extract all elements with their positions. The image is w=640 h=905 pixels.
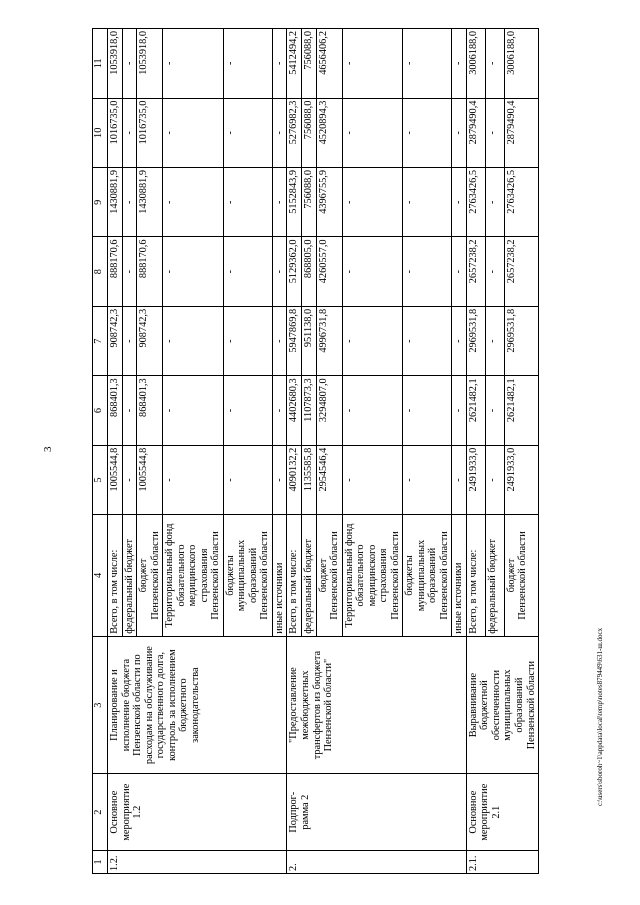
value-cell: 2621482,1: [504, 376, 538, 445]
value-cell: -: [485, 29, 504, 99]
value-cell: -: [163, 98, 224, 167]
value-cell: 5129362,0: [287, 237, 302, 306]
text-line: Пензенской области: [389, 531, 401, 620]
col-header: 6: [93, 376, 108, 445]
text-line: рамма 2: [299, 794, 311, 830]
funding-source: федеральный бюджет: [485, 515, 504, 637]
value-cell: 1107873,3: [301, 376, 316, 445]
value-cell: -: [403, 376, 452, 445]
row-title: [466, 636, 538, 774]
text-line: трансфертов из бюджета: [311, 650, 323, 760]
value-cell: 1016735,0: [108, 98, 123, 167]
value-cell: 2657238,2: [504, 237, 538, 306]
value-cell: -: [223, 237, 272, 306]
value-cell: -: [223, 376, 272, 445]
value-cell: 2763426,5: [466, 168, 485, 237]
text-line: бюджетного: [178, 678, 190, 732]
value-cell: 5276982,3: [287, 98, 302, 167]
text-line: Подпрог-: [288, 791, 300, 833]
text-line: "Предоставление: [288, 667, 300, 743]
text-line: бюджет: [138, 558, 150, 593]
value-cell: 2657238,2: [466, 237, 485, 306]
value-cell: -: [342, 98, 403, 167]
text-line: медицинского: [187, 544, 199, 607]
text-line: Пензенской области: [259, 531, 271, 620]
value-cell: -: [485, 237, 504, 306]
value-cell: -: [485, 168, 504, 237]
text-line: обеспеченности: [490, 669, 502, 741]
value-cell: 1005544,8: [108, 445, 123, 514]
value-cell: -: [452, 98, 467, 167]
value-cell: -: [485, 445, 504, 514]
value-cell: 3294807,0: [316, 376, 342, 445]
value-cell: -: [122, 445, 137, 514]
value-cell: 756088,0: [301, 29, 316, 99]
text-line: Пензенской области: [525, 660, 537, 750]
value-cell: -: [163, 168, 224, 237]
text-line: Пензенской области: [438, 531, 450, 620]
value-cell: -: [163, 306, 224, 375]
value-cell: -: [122, 376, 137, 445]
funding-source: Всего, в том числе:: [108, 515, 123, 637]
value-cell: -: [403, 445, 452, 514]
text-line: 1.2: [132, 805, 144, 819]
col-header: 8: [93, 237, 108, 306]
text-line: бюджеты: [404, 555, 416, 596]
value-cell: 2954546,4: [316, 445, 342, 514]
value-cell: 868401,3: [137, 376, 163, 445]
value-cell: 3006188,0: [504, 29, 538, 99]
table-row: [287, 29, 302, 874]
value-cell: 4402680,3: [287, 376, 302, 445]
funding-source: Всего, в том числе:: [466, 515, 485, 637]
value-cell: -: [403, 29, 452, 99]
value-cell: -: [223, 168, 272, 237]
value-cell: 4090132,2: [287, 445, 302, 514]
value-cell: 756088,0: [301, 168, 316, 237]
funding-source: [316, 515, 342, 637]
text-line: медицинского: [366, 544, 378, 607]
text-line: страхования: [378, 548, 390, 603]
value-cell: -: [223, 98, 272, 167]
value-cell: -: [342, 168, 403, 237]
text-line: муниципальных: [502, 669, 514, 741]
text-line: Территориальный фонд: [343, 523, 355, 628]
budget-table: [92, 28, 539, 874]
table-body: [108, 29, 539, 874]
value-cell: 2969531,8: [466, 306, 485, 375]
col-header: 9: [93, 168, 108, 237]
text-line: обязательного: [175, 544, 187, 607]
col-header: 1: [93, 850, 108, 873]
value-cell: -: [272, 29, 287, 99]
value-cell: -: [122, 98, 137, 167]
value-cell: -: [163, 376, 224, 445]
funding-source: [223, 515, 272, 637]
value-cell: -: [272, 306, 287, 375]
table-row: [466, 29, 485, 874]
col-header: 3: [93, 636, 108, 774]
value-cell: 4996731,8: [316, 306, 342, 375]
value-cell: -: [122, 168, 137, 237]
text-line: Пензенской области: [210, 531, 222, 620]
funding-source: [137, 515, 163, 637]
value-cell: 2879490,4: [466, 98, 485, 167]
value-cell: -: [403, 237, 452, 306]
funding-source: [342, 515, 403, 637]
rotated-table-wrapper: [92, 28, 629, 874]
text-line: обязательного: [355, 544, 367, 607]
value-cell: 1430881,9: [108, 168, 123, 237]
value-cell: -: [342, 376, 403, 445]
text-line: исполнение бюджета: [120, 658, 132, 752]
value-cell: 1053918,0: [108, 29, 123, 99]
value-cell: 2969531,8: [504, 306, 538, 375]
text-line: бюджет: [505, 558, 517, 593]
value-cell: 868805,0: [301, 237, 316, 306]
text-line: Выравнивание: [467, 672, 479, 738]
row-title: [108, 636, 287, 774]
value-cell: 908742,3: [137, 306, 163, 375]
value-cell: -: [403, 168, 452, 237]
text-line: образований: [514, 677, 525, 733]
value-cell: 888170,6: [108, 237, 123, 306]
value-cell: 5947869,8: [287, 306, 302, 375]
value-cell: 1005544,8: [137, 445, 163, 514]
col-header: 10: [93, 98, 108, 167]
text-line: образований: [247, 547, 259, 604]
value-cell: 2621482,1: [466, 376, 485, 445]
value-cell: 2491933,0: [466, 445, 485, 514]
footer-file-path: c:\users\sboroh~1\appdata\local\temp\notes879449\631-ш.docx: [596, 627, 604, 806]
value-cell: -: [452, 306, 467, 375]
value-cell: -: [163, 237, 224, 306]
text-line: бюджетной: [479, 680, 491, 731]
value-cell: -: [272, 445, 287, 514]
value-cell: -: [485, 98, 504, 167]
text-line: страхования: [198, 548, 210, 603]
row-number: 2.: [287, 850, 466, 873]
value-cell: -: [342, 306, 403, 375]
row-type: [287, 774, 466, 850]
value-cell: 908742,3: [108, 306, 123, 375]
funding-source: [403, 515, 452, 637]
value-cell: -: [452, 168, 467, 237]
text-line: 2.1: [490, 805, 502, 819]
col-header: 7: [93, 306, 108, 375]
value-cell: -: [485, 306, 504, 375]
value-cell: -: [342, 29, 403, 99]
value-cell: -: [342, 445, 403, 514]
funding-source: Всего, в том числе:: [287, 515, 302, 637]
value-cell: -: [223, 445, 272, 514]
row-type: [466, 774, 538, 850]
text-line: Пензенской области: [329, 531, 341, 620]
value-cell: 888170,6: [137, 237, 163, 306]
value-cell: 4520894,3: [316, 98, 342, 167]
value-cell: 1135585,8: [301, 445, 316, 514]
value-cell: 756088,0: [301, 98, 316, 167]
row-number: 1.2.: [108, 850, 287, 873]
text-line: мероприятие: [479, 783, 491, 841]
value-cell: 5152843,9: [287, 168, 302, 237]
value-cell: -: [272, 168, 287, 237]
value-cell: 2491933,0: [504, 445, 538, 514]
text-line: образований: [427, 547, 439, 604]
funding-source: иные источники: [272, 515, 287, 637]
funding-source: иные источники: [452, 515, 467, 637]
text-line: межбюджетных: [299, 670, 311, 740]
text-line: Территориальный фонд: [164, 523, 176, 628]
funding-source: [504, 515, 538, 637]
value-cell: 5412494,2: [287, 29, 302, 99]
row-number: 2.1.: [466, 850, 538, 873]
text-line: муниципальных: [236, 539, 248, 612]
value-cell: -: [122, 29, 137, 99]
text-line: Планирование и: [109, 669, 120, 741]
text-line: Пензенской области по: [132, 654, 144, 756]
value-cell: -: [163, 29, 224, 99]
value-cell: 4396755,9: [316, 168, 342, 237]
text-line: муниципальных: [415, 539, 427, 612]
value-cell: -: [403, 306, 452, 375]
column-numbers-row: [93, 29, 108, 874]
value-cell: 1016735,0: [137, 98, 163, 167]
value-cell: -: [223, 306, 272, 375]
value-cell: 3006188,0: [466, 29, 485, 99]
col-header: 4: [93, 515, 108, 637]
value-cell: -: [272, 376, 287, 445]
col-header: 5: [93, 445, 108, 514]
text-line: государственного долга,: [155, 651, 167, 759]
col-header: 11: [93, 29, 108, 99]
value-cell: -: [223, 29, 272, 99]
text-line: Пензенской области: [149, 531, 161, 620]
row-type: [108, 774, 287, 850]
value-cell: -: [342, 237, 403, 306]
value-cell: -: [403, 98, 452, 167]
text-line: законодательства: [189, 667, 201, 743]
value-cell: -: [452, 445, 467, 514]
value-cell: -: [272, 98, 287, 167]
text-line: Пензенской области: [517, 531, 529, 620]
value-cell: 4260557,0: [316, 237, 342, 306]
value-cell: -: [122, 237, 137, 306]
row-title: [287, 636, 466, 774]
value-cell: -: [452, 29, 467, 99]
text-line: Основное: [109, 790, 120, 834]
value-cell: -: [163, 445, 224, 514]
text-line: Пензенской области": [323, 658, 335, 752]
value-cell: -: [485, 376, 504, 445]
col-header: 2: [93, 774, 108, 850]
value-cell: -: [452, 237, 467, 306]
table-row: [108, 29, 123, 874]
value-cell: -: [272, 237, 287, 306]
value-cell: 2879490,4: [504, 98, 538, 167]
text-line: бюджеты: [224, 555, 236, 596]
value-cell: -: [452, 376, 467, 445]
value-cell: 2763426,5: [504, 168, 538, 237]
value-cell: 1053918,0: [137, 29, 163, 99]
value-cell: 868401,3: [108, 376, 123, 445]
text-line: бюджет: [317, 558, 329, 593]
funding-source: федеральный бюджет: [301, 515, 316, 637]
text-line: мероприятие: [120, 783, 132, 841]
value-cell: 4656406,2: [316, 29, 342, 99]
text-line: расходам на обслуживание: [143, 646, 155, 765]
funding-source: федеральный бюджет: [122, 515, 137, 637]
text-line: контроль за исполнением: [166, 649, 178, 761]
value-cell: -: [122, 306, 137, 375]
value-cell: 1430881,9: [137, 168, 163, 237]
text-line: Основное: [467, 790, 479, 834]
funding-source: [163, 515, 224, 637]
value-cell: 951138,0: [301, 306, 316, 375]
page-number: 3: [42, 446, 54, 452]
